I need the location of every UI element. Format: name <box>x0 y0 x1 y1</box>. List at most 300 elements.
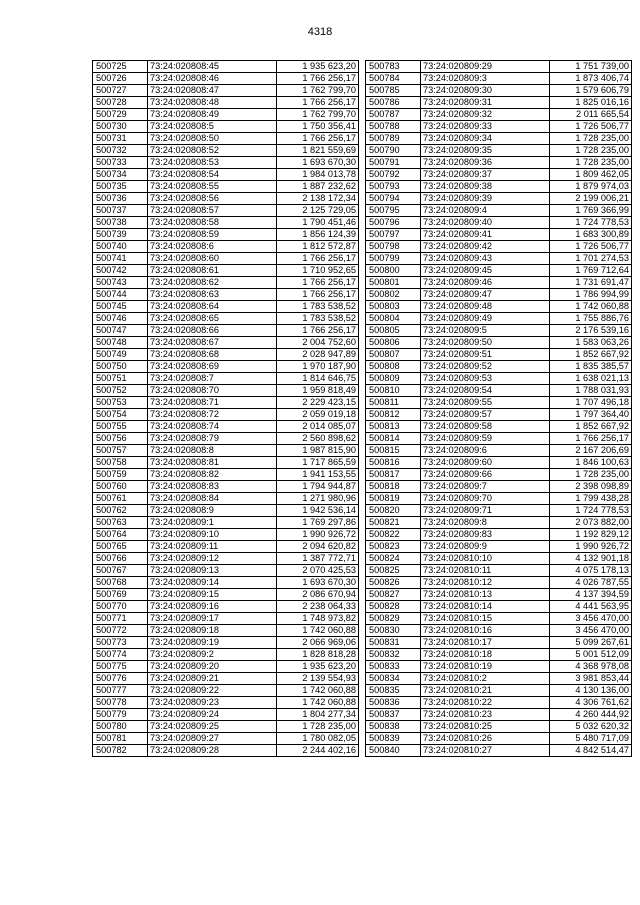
record-number-cell: 500756 <box>93 433 148 445</box>
table-row <box>93 529 359 541</box>
table-row <box>366 517 632 529</box>
cadastral-value-cell: 1 766 256,17 <box>277 73 359 85</box>
record-number-cell: 500791 <box>366 157 421 169</box>
cadastral-number-cell: 73:24:020809:39 <box>421 193 550 205</box>
cadastral-number-cell: 73:24:020810:12 <box>421 577 550 589</box>
cadastral-number-cell: 73:24:020809:21 <box>148 673 277 685</box>
cadastral-number-cell: 73:24:020809:16 <box>148 601 277 613</box>
table-row <box>366 613 632 625</box>
right-table <box>365 60 632 757</box>
record-number-cell: 500748 <box>93 337 148 349</box>
table-row <box>93 565 359 577</box>
table-row <box>93 481 359 493</box>
record-number-cell: 500805 <box>366 325 421 337</box>
cadastral-number-cell: 73:24:020809:18 <box>148 625 277 637</box>
record-number-cell: 500834 <box>366 673 421 685</box>
table-row <box>366 553 632 565</box>
cadastral-value-cell: 1 728 235,00 <box>277 721 359 733</box>
record-number-cell: 500788 <box>366 121 421 133</box>
cadastral-number-cell: 73:24:020809:6 <box>421 445 550 457</box>
table-row <box>93 649 359 661</box>
cadastral-number-cell: 73:24:020808:84 <box>148 493 277 505</box>
cadastral-value-cell: 1 724 778,53 <box>550 217 632 229</box>
table-row <box>93 637 359 649</box>
table-row <box>93 673 359 685</box>
table-row <box>366 433 632 445</box>
cadastral-value-cell: 1 812 572,87 <box>277 241 359 253</box>
cadastral-number-cell: 73:24:020808:64 <box>148 301 277 313</box>
cadastral-number-cell: 73:24:020809:57 <box>421 409 550 421</box>
record-number-cell: 500733 <box>93 157 148 169</box>
cadastral-value-cell: 4 842 514,47 <box>550 745 632 757</box>
table-row <box>93 121 359 133</box>
cadastral-number-cell: 73:24:020809:22 <box>148 685 277 697</box>
cadastral-number-cell: 73:24:020809:33 <box>421 121 550 133</box>
cadastral-number-cell: 73:24:020809:43 <box>421 253 550 265</box>
record-number-cell: 500790 <box>366 145 421 157</box>
record-number-cell: 500725 <box>93 61 148 73</box>
table-row <box>93 733 359 745</box>
cadastral-number-cell: 73:24:020809:19 <box>148 637 277 649</box>
cadastral-value-cell: 1 766 256,17 <box>277 277 359 289</box>
cadastral-number-cell: 73:24:020809:66 <box>421 469 550 481</box>
record-number-cell: 500776 <box>93 673 148 685</box>
cadastral-value-cell: 2 138 172,34 <box>277 193 359 205</box>
table-row <box>93 181 359 193</box>
cadastral-value-cell: 5 032 620,32 <box>550 721 632 733</box>
record-number-cell: 500728 <box>93 97 148 109</box>
table-row <box>366 97 632 109</box>
record-number-cell: 500755 <box>93 421 148 433</box>
table-row <box>93 469 359 481</box>
cadastral-value-cell: 1 809 462,05 <box>550 169 632 181</box>
cadastral-value-cell: 1 990 926,72 <box>277 529 359 541</box>
table-row <box>366 637 632 649</box>
cadastral-value-cell: 2 059 019,18 <box>277 409 359 421</box>
cadastral-value-cell: 2 229 423,15 <box>277 397 359 409</box>
record-number-cell: 500837 <box>366 709 421 721</box>
cadastral-number-cell: 73:24:020809:27 <box>148 733 277 745</box>
table-row <box>366 661 632 673</box>
cadastral-number-cell: 73:24:020808:6 <box>148 241 277 253</box>
record-number-cell: 500737 <box>93 205 148 217</box>
table-row <box>366 445 632 457</box>
record-number-cell: 500749 <box>93 349 148 361</box>
record-number-cell: 500809 <box>366 373 421 385</box>
table-row <box>366 145 632 157</box>
cadastral-number-cell: 73:24:020809:5 <box>421 325 550 337</box>
record-number-cell: 500820 <box>366 505 421 517</box>
table-row <box>93 349 359 361</box>
table-row <box>93 697 359 709</box>
cadastral-number-cell: 73:24:020808:46 <box>148 73 277 85</box>
record-number-cell: 500757 <box>93 445 148 457</box>
record-number-cell: 500778 <box>93 697 148 709</box>
table-row <box>93 217 359 229</box>
table-row <box>366 121 632 133</box>
record-number-cell: 500777 <box>93 685 148 697</box>
record-number-cell: 500835 <box>366 685 421 697</box>
cadastral-value-cell: 1 821 559,69 <box>277 145 359 157</box>
cadastral-value-cell: 2 004 752,60 <box>277 337 359 349</box>
cadastral-number-cell: 73:24:020808:49 <box>148 109 277 121</box>
cadastral-value-cell: 1 728 235,00 <box>550 157 632 169</box>
cadastral-value-cell: 1 935 623,20 <box>277 61 359 73</box>
table-row <box>366 481 632 493</box>
record-number-cell: 500823 <box>366 541 421 553</box>
record-number-cell: 500822 <box>366 529 421 541</box>
table-row <box>93 97 359 109</box>
table-row <box>366 157 632 169</box>
cadastral-number-cell: 73:24:020809:10 <box>148 529 277 541</box>
record-number-cell: 500740 <box>93 241 148 253</box>
record-number-cell: 500773 <box>93 637 148 649</box>
table-row <box>93 313 359 325</box>
table-row <box>366 397 632 409</box>
record-number-cell: 500770 <box>93 601 148 613</box>
cadastral-number-cell: 73:24:020809:3 <box>421 73 550 85</box>
cadastral-value-cell: 1 766 256,17 <box>277 289 359 301</box>
record-number-cell: 500746 <box>93 313 148 325</box>
table-row <box>366 685 632 697</box>
record-number-cell: 500762 <box>93 505 148 517</box>
record-number-cell: 500807 <box>366 349 421 361</box>
record-number-cell: 500735 <box>93 181 148 193</box>
cadastral-value-cell: 1 766 256,17 <box>277 97 359 109</box>
table-row <box>366 625 632 637</box>
table-row <box>93 541 359 553</box>
cadastral-number-cell: 73:24:020809:12 <box>148 553 277 565</box>
record-number-cell: 500771 <box>93 613 148 625</box>
cadastral-number-cell: 73:24:020809:23 <box>148 697 277 709</box>
right-table-body <box>366 61 632 757</box>
record-number-cell: 500763 <box>93 517 148 529</box>
record-number-cell: 500795 <box>366 205 421 217</box>
table-row <box>93 373 359 385</box>
cadastral-number-cell: 73:24:020810:25 <box>421 721 550 733</box>
cadastral-value-cell: 1 766 256,17 <box>277 133 359 145</box>
cadastral-value-cell: 1 766 256,17 <box>277 325 359 337</box>
table-row <box>366 541 632 553</box>
cadastral-number-cell: 73:24:020809:34 <box>421 133 550 145</box>
table-row <box>93 517 359 529</box>
cadastral-value-cell: 1 846 100,63 <box>550 457 632 469</box>
cadastral-value-cell: 1 780 082,05 <box>277 733 359 745</box>
table-row <box>93 505 359 517</box>
record-number-cell: 500743 <box>93 277 148 289</box>
record-number-cell: 500760 <box>93 481 148 493</box>
table-row <box>366 289 632 301</box>
table-row <box>93 133 359 145</box>
cadastral-number-cell: 73:24:020809:37 <box>421 169 550 181</box>
cadastral-number-cell: 73:24:020809:13 <box>148 565 277 577</box>
cadastral-number-cell: 73:24:020809:30 <box>421 85 550 97</box>
record-number-cell: 500750 <box>93 361 148 373</box>
table-row <box>366 709 632 721</box>
cadastral-number-cell: 73:24:020808:60 <box>148 253 277 265</box>
cadastral-number-cell: 73:24:020809:58 <box>421 421 550 433</box>
cadastral-number-cell: 73:24:020809:49 <box>421 313 550 325</box>
table-row <box>366 493 632 505</box>
cadastral-value-cell: 1 990 926,72 <box>550 541 632 553</box>
table-row <box>93 661 359 673</box>
cadastral-number-cell: 73:24:020809:1 <box>148 517 277 529</box>
cadastral-number-cell: 73:24:020808:71 <box>148 397 277 409</box>
cadastral-value-cell: 2 125 729,05 <box>277 205 359 217</box>
record-number-cell: 500812 <box>366 409 421 421</box>
record-number-cell: 500759 <box>93 469 148 481</box>
record-number-cell: 500761 <box>93 493 148 505</box>
record-number-cell: 500780 <box>93 721 148 733</box>
table-row <box>93 601 359 613</box>
cadastral-value-cell: 3 456 470,00 <box>550 613 632 625</box>
cadastral-number-cell: 73:24:020809:35 <box>421 145 550 157</box>
cadastral-number-cell: 73:24:020810:15 <box>421 613 550 625</box>
record-number-cell: 500736 <box>93 193 148 205</box>
record-number-cell: 500824 <box>366 553 421 565</box>
table-row <box>93 493 359 505</box>
cadastral-value-cell: 1 942 536,14 <box>277 505 359 517</box>
record-number-cell: 500800 <box>366 265 421 277</box>
cadastral-number-cell: 73:24:020809:60 <box>421 457 550 469</box>
record-number-cell: 500774 <box>93 649 148 661</box>
cadastral-value-cell: 2 086 670,94 <box>277 589 359 601</box>
record-number-cell: 500769 <box>93 589 148 601</box>
cadastral-value-cell: 4 026 787,55 <box>550 577 632 589</box>
record-number-cell: 500738 <box>93 217 148 229</box>
cadastral-number-cell: 73:24:020809:46 <box>421 277 550 289</box>
cadastral-value-cell: 1 804 277,34 <box>277 709 359 721</box>
cadastral-value-cell: 1 797 364,40 <box>550 409 632 421</box>
table-row <box>93 229 359 241</box>
cadastral-value-cell: 1 271 980,96 <box>277 493 359 505</box>
record-number-cell: 500799 <box>366 253 421 265</box>
page-number: 4318 <box>307 26 333 38</box>
cadastral-number-cell: 73:24:020810:17 <box>421 637 550 649</box>
table-row <box>93 421 359 433</box>
cadastral-value-cell: 1 984 013,78 <box>277 169 359 181</box>
table-row <box>93 193 359 205</box>
table-row <box>366 601 632 613</box>
record-number-cell: 500811 <box>366 397 421 409</box>
table-row <box>93 625 359 637</box>
cadastral-value-cell: 1 683 300,89 <box>550 229 632 241</box>
record-number-cell: 500747 <box>93 325 148 337</box>
table-row <box>93 73 359 85</box>
record-number-cell: 500764 <box>93 529 148 541</box>
record-number-cell: 500832 <box>366 649 421 661</box>
table-row <box>93 553 359 565</box>
cadastral-value-cell: 1 751 739,00 <box>550 61 632 73</box>
cadastral-value-cell: 1 873 406,74 <box>550 73 632 85</box>
table-row <box>366 589 632 601</box>
cadastral-number-cell: 73:24:020809:50 <box>421 337 550 349</box>
table-row <box>93 589 359 601</box>
cadastral-value-cell: 1 387 772,71 <box>277 553 359 565</box>
table-row <box>93 409 359 421</box>
cadastral-value-cell: 2 073 882,00 <box>550 517 632 529</box>
record-number-cell: 500831 <box>366 637 421 649</box>
record-number-cell: 500797 <box>366 229 421 241</box>
cadastral-value-cell: 1 707 496,18 <box>550 397 632 409</box>
cadastral-number-cell: 73:24:020809:36 <box>421 157 550 169</box>
cadastral-value-cell: 3 981 853,44 <box>550 673 632 685</box>
cadastral-number-cell: 73:24:020808:62 <box>148 277 277 289</box>
record-number-cell: 500772 <box>93 625 148 637</box>
cadastral-number-cell: 73:24:020808:5 <box>148 121 277 133</box>
cadastral-number-cell: 73:24:020809:40 <box>421 217 550 229</box>
cadastral-value-cell: 1 742 060,88 <box>277 625 359 637</box>
record-number-cell: 500803 <box>366 301 421 313</box>
table-row <box>93 613 359 625</box>
cadastral-number-cell: 73:24:020809:31 <box>421 97 550 109</box>
table-row <box>366 505 632 517</box>
cadastral-number-cell: 73:24:020808:45 <box>148 61 277 73</box>
cadastral-number-cell: 73:24:020808:61 <box>148 265 277 277</box>
cadastral-value-cell: 1 638 021,13 <box>550 373 632 385</box>
table-row <box>366 109 632 121</box>
cadastral-number-cell: 73:24:020809:25 <box>148 721 277 733</box>
cadastral-number-cell: 73:24:020808:58 <box>148 217 277 229</box>
cadastral-number-cell: 73:24:020808:83 <box>148 481 277 493</box>
record-number-cell: 500836 <box>366 697 421 709</box>
cadastral-number-cell: 73:24:020808:52 <box>148 145 277 157</box>
cadastral-number-cell: 73:24:020809:15 <box>148 589 277 601</box>
cadastral-value-cell: 1 766 256,17 <box>277 253 359 265</box>
cadastral-value-cell: 1 728 235,00 <box>550 133 632 145</box>
cadastral-value-cell: 2 014 085,07 <box>277 421 359 433</box>
cadastral-number-cell: 73:24:020809:8 <box>421 517 550 529</box>
cadastral-number-cell: 73:24:020808:79 <box>148 433 277 445</box>
cadastral-number-cell: 73:24:020809:53 <box>421 373 550 385</box>
table-row <box>366 385 632 397</box>
cadastral-value-cell: 1 192 829,12 <box>550 529 632 541</box>
cadastral-value-cell: 1 790 451,46 <box>277 217 359 229</box>
cadastral-value-cell: 1 762 799,70 <box>277 85 359 97</box>
record-number-cell: 500813 <box>366 421 421 433</box>
table-row <box>93 253 359 265</box>
table-row <box>366 337 632 349</box>
table-row <box>366 85 632 97</box>
table-row <box>366 745 632 757</box>
cadastral-number-cell: 73:24:020809:52 <box>421 361 550 373</box>
record-number-cell: 500794 <box>366 193 421 205</box>
table-row <box>93 109 359 121</box>
cadastral-number-cell: 73:24:020808:54 <box>148 169 277 181</box>
table-row <box>366 301 632 313</box>
cadastral-value-cell: 1 852 667,92 <box>550 349 632 361</box>
table-row <box>93 145 359 157</box>
table-row <box>366 241 632 253</box>
cadastral-number-cell: 73:24:020809:4 <box>421 205 550 217</box>
cadastral-number-cell: 73:24:020808:81 <box>148 457 277 469</box>
record-number-cell: 500789 <box>366 133 421 145</box>
table-row <box>366 313 632 325</box>
cadastral-value-cell: 1 794 944,87 <box>277 481 359 493</box>
cadastral-value-cell: 1 750 356,41 <box>277 121 359 133</box>
cadastral-number-cell: 73:24:020810:16 <box>421 625 550 637</box>
cadastral-value-cell: 1 748 973,82 <box>277 613 359 625</box>
cadastral-value-cell: 2 070 425,53 <box>277 565 359 577</box>
record-number-cell: 500739 <box>93 229 148 241</box>
record-number-cell: 500781 <box>93 733 148 745</box>
record-number-cell: 500767 <box>93 565 148 577</box>
table-row <box>93 169 359 181</box>
cadastral-number-cell: 73:24:020810:26 <box>421 733 550 745</box>
cadastral-value-cell: 1 887 232,62 <box>277 181 359 193</box>
cadastral-number-cell: 73:24:020809:28 <box>148 745 277 757</box>
cadastral-number-cell: 73:24:020808:47 <box>148 85 277 97</box>
table-row <box>366 217 632 229</box>
cadastral-number-cell: 73:24:020809:70 <box>421 493 550 505</box>
record-number-cell: 500816 <box>366 457 421 469</box>
cadastral-value-cell: 4 132 901,18 <box>550 553 632 565</box>
record-number-cell: 500821 <box>366 517 421 529</box>
cadastral-value-cell: 2 398 098,89 <box>550 481 632 493</box>
cadastral-number-cell: 73:24:020809:24 <box>148 709 277 721</box>
cadastral-value-cell: 1 786 994,99 <box>550 289 632 301</box>
cadastral-number-cell: 73:24:020808:65 <box>148 313 277 325</box>
table-row <box>93 397 359 409</box>
cadastral-number-cell: 73:24:020808:74 <box>148 421 277 433</box>
table-row <box>93 265 359 277</box>
record-number-cell: 500833 <box>366 661 421 673</box>
table-row <box>93 61 359 73</box>
cadastral-value-cell: 1 835 385,57 <box>550 361 632 373</box>
cadastral-number-cell: 73:24:020809:32 <box>421 109 550 121</box>
cadastral-value-cell: 1 755 886,76 <box>550 313 632 325</box>
cadastral-number-cell: 73:24:020808:57 <box>148 205 277 217</box>
cadastral-number-cell: 73:24:020810:18 <box>421 649 550 661</box>
cadastral-value-cell: 1 799 438,28 <box>550 493 632 505</box>
cadastral-number-cell: 73:24:020810:22 <box>421 697 550 709</box>
cadastral-value-cell: 2 238 064,33 <box>277 601 359 613</box>
table-row <box>93 385 359 397</box>
table-row <box>366 61 632 73</box>
table-row <box>366 253 632 265</box>
record-number-cell: 500818 <box>366 481 421 493</box>
cadastral-value-cell: 1 728 235,00 <box>550 145 632 157</box>
table-row <box>366 277 632 289</box>
cadastral-value-cell: 2 560 898,62 <box>277 433 359 445</box>
table-row <box>366 421 632 433</box>
cadastral-number-cell: 73:24:020808:82 <box>148 469 277 481</box>
cadastral-number-cell: 73:24:020809:47 <box>421 289 550 301</box>
cadastral-number-cell: 73:24:020809:51 <box>421 349 550 361</box>
cadastral-value-cell: 1 788 031,93 <box>550 385 632 397</box>
record-number-cell: 500798 <box>366 241 421 253</box>
table-row <box>366 649 632 661</box>
record-number-cell: 500828 <box>366 601 421 613</box>
table-row <box>366 457 632 469</box>
table-row <box>93 361 359 373</box>
cadastral-number-cell: 73:24:020809:17 <box>148 613 277 625</box>
cadastral-number-cell: 73:24:020809:20 <box>148 661 277 673</box>
table-row <box>366 733 632 745</box>
table-row <box>366 73 632 85</box>
cadastral-number-cell: 73:24:020808:53 <box>148 157 277 169</box>
table-row <box>366 169 632 181</box>
record-number-cell: 500814 <box>366 433 421 445</box>
cadastral-value-cell: 5 001 512,09 <box>550 649 632 661</box>
table-row <box>366 469 632 481</box>
cadastral-number-cell: 73:24:020808:9 <box>148 505 277 517</box>
record-number-cell: 500827 <box>366 589 421 601</box>
table-row <box>93 457 359 469</box>
cadastral-value-cell: 3 456 470,00 <box>550 625 632 637</box>
record-number-cell: 500787 <box>366 109 421 121</box>
record-number-cell: 500801 <box>366 277 421 289</box>
